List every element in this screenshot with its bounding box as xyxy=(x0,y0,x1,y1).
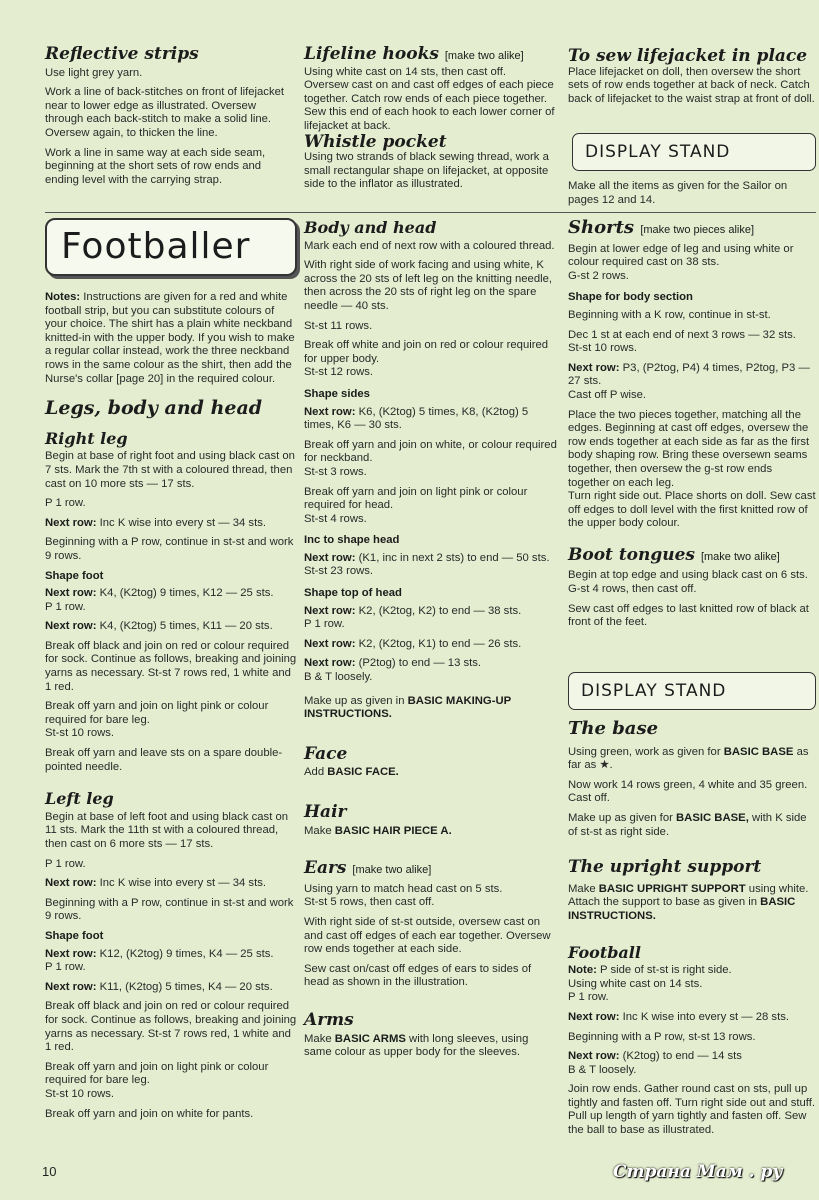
column-2 xyxy=(304,218,558,1066)
hair-text xyxy=(304,825,558,839)
face-bold: BASIC FACE. xyxy=(327,766,399,779)
left-leg-heading: Left leg xyxy=(45,789,114,809)
ears-title: Ears xyxy=(304,858,347,879)
bh-nr2 xyxy=(304,552,558,566)
sew-lifejacket-section xyxy=(568,46,816,112)
ears-p3: With right side of st-st outside, oversew cast on and cast off edges of each ear together. Oversew row ends together at each side. xyxy=(304,915,551,956)
ll-nr2-text: K12, (K2tog) 9 times, K4 — 25 sts. xyxy=(99,947,274,960)
shorts-nr1 xyxy=(568,362,816,389)
bh-p5a: Break off yarn and join on white, or colour required for neckband. xyxy=(304,438,557,465)
display-stand-label-bottom: DISPLAY STAND xyxy=(581,681,727,701)
footballer-title: Footballer xyxy=(61,226,251,267)
face-text xyxy=(304,766,558,780)
upright-pre: Make xyxy=(568,882,596,895)
shorts-p5: St-st 10 rows. xyxy=(568,342,638,355)
rl-p5: Break off black and join on red or colour required for sock. Continue as follows, breaking and joining yarns as necessary. St-st 7 rows red, 1 white and 1 red. xyxy=(45,639,297,693)
ll-nr3 xyxy=(45,981,297,995)
reflective-strips-heading: Reflective strips xyxy=(45,44,199,64)
bh-nr2-text: (K1, inc in next 2 sts) to end — 50 sts. xyxy=(358,551,550,564)
rl-p3: Beginning with a P row, continue in st-st and work 9 rows. xyxy=(45,536,294,562)
bh-nr3-label: Next row: xyxy=(304,604,356,617)
page-number: 10 xyxy=(42,1164,57,1179)
ll-p6b: St-st 10 rows. xyxy=(45,1087,115,1100)
ears-p2: St-st 5 rows, then cast off. xyxy=(304,896,435,909)
lifeline-title: Lifeline hooks xyxy=(304,44,439,64)
ll-nr1-text: Inc K wise into every st — 34 sts. xyxy=(99,877,267,890)
lifeline-p2: Oversew cast on and cast off edges of each piece together. Catch row ends of each piece together. Sew this end of each hook to each lower corner of lifejacket at back. xyxy=(304,79,555,132)
rl-shape-foot: Shape foot xyxy=(45,569,104,582)
hair-bold: BASIC HAIR PIECE A. xyxy=(334,824,452,837)
shorts-p1: Begin at lower edge of leg and using white or colour required cast on 38 sts. xyxy=(568,242,794,269)
lifeline-p1: Using white cast on 14 sts, then cast off. xyxy=(304,65,506,78)
rl-p4: P 1 row. xyxy=(45,600,86,613)
shorts-shape-body: Shape for body section xyxy=(568,291,693,304)
upright-bold2: BASIC INSTRUCTIONS. xyxy=(568,896,796,922)
bh-nr1 xyxy=(304,406,558,433)
ll-p3: Beginning with a P row, continue in st-st and work 9 rows. xyxy=(45,896,294,923)
shorts-nr1-text: P3, (P2tog, P4) 4 times, P2tog, P3 — 27 sts. xyxy=(568,361,810,388)
bh-p6b: St-st 4 rows. xyxy=(304,512,367,525)
reflective-strips-section xyxy=(45,44,297,193)
base-p1-post: as far as ★. xyxy=(568,745,809,772)
bh-p4a: Break off white and join on red or colour required for upper body. xyxy=(304,339,549,365)
bh-makeup-pre: Make up as given in xyxy=(304,694,405,707)
display-stand-label-top: DISPLAY STAND xyxy=(585,142,731,162)
shorts-p8: Turn right side out. Place shorts on doll. Sew cast off edges to doll level with the first knitted row of the upper body colour. xyxy=(568,490,816,530)
rl-p7: Break off yarn and leave sts on a spare double-pointed needle. xyxy=(45,747,283,773)
bh-p9: B & T loosely. xyxy=(304,671,373,684)
bh-nr1-label: Next row: xyxy=(304,405,356,418)
upright-text xyxy=(568,883,816,924)
whistle-pocket-heading: Whistle pocket xyxy=(304,131,447,152)
ears-p1: Using yarn to match head cast on 5 sts. xyxy=(304,882,503,895)
football-note xyxy=(568,964,816,978)
base-heading: The base xyxy=(568,718,659,739)
boot-title: Boot tongues xyxy=(568,544,696,565)
face-heading: Face xyxy=(304,743,348,764)
ll-nr1 xyxy=(45,877,297,891)
shorts-p7: Place the two pieces together, matching all the edges. Beginning at cast off edges, oversew the row ends together at each side as far as the first body shaping row. Bring these oversewn seams together, then oversew the g-st row ends together on each leg. xyxy=(568,408,810,489)
display-p: Make all the items as given for the Sailor on pages 12 and 14. xyxy=(568,180,788,206)
face-pre: Add xyxy=(304,766,325,779)
horizontal-divider xyxy=(45,212,816,213)
body-head-heading: Body and head xyxy=(304,218,437,237)
shorts-note: [make two pieces alike] xyxy=(640,224,755,236)
rl-p6b: St-st 10 rows. xyxy=(45,727,115,740)
football-note-label: Note: xyxy=(568,964,597,977)
football-nr2 xyxy=(568,1050,816,1064)
base-p3: Cast off. xyxy=(568,792,610,805)
football-p3: Beginning with a P row, st-st 13 rows. xyxy=(568,1030,756,1043)
rl-nr3 xyxy=(45,620,297,634)
bh-makeup xyxy=(304,695,558,722)
ll-p4: P 1 row. xyxy=(45,961,86,974)
rl-p6a: Break off yarn and join on light pink or colour required for bare leg. xyxy=(45,700,269,726)
reflective-p2: Work a line of back-stitches on front of lifejacket near to lower edge as illustrated. Oversew through each back-stitch to make a solid line. Oversew again, to thicken the line. xyxy=(45,86,285,139)
legs-body-head-heading: Legs, body and head xyxy=(45,397,263,420)
base-p4-bold: BASIC BASE, xyxy=(676,811,749,824)
hair-heading: Hair xyxy=(304,802,347,822)
boot-p1: Begin at top edge and using black cast on 6 sts. xyxy=(568,569,808,582)
upright-heading: The upright support xyxy=(568,857,762,878)
bh-nr2-label: Next row: xyxy=(304,551,356,564)
sew-p1: Place lifejacket on doll, then oversew the short sets of row ends together at back of neck. Catch back of lifejacket to the waist strap at front of doll. xyxy=(568,65,815,105)
football-p1: Using white cast on 14 sts. xyxy=(568,977,703,990)
hair-pre: Make xyxy=(304,824,332,837)
bh-p5b: St-st 3 rows. xyxy=(304,465,367,478)
reflective-p1: Use light grey yarn. xyxy=(45,66,143,79)
bh-p7: St-st 23 rows. xyxy=(304,565,374,578)
rl-nr2-text: K4, (K2tog) 9 times, K12 — 25 sts. xyxy=(99,587,274,600)
football-p5: Join row ends. Gather round cast on sts, pull up tightly and fasten off. Turn right side out and stuff. Pull up length of yarn tightly and fasten off. Sew the ball to base as illustrated. xyxy=(568,1083,816,1137)
shorts-title: Shorts xyxy=(568,217,635,238)
lifeline-hooks-heading xyxy=(304,44,558,64)
bh-nr3-text: K2, (K2tog, K2) to end — 38 sts. xyxy=(358,604,522,617)
shorts-nr1-label: Next row: xyxy=(568,361,620,374)
ll-p7: Break off yarn and join on white for pants. xyxy=(45,1107,254,1120)
bh-p3: St-st 11 rows. xyxy=(304,319,373,332)
bh-nr5-text: (P2tog) to end — 13 sts. xyxy=(358,657,482,670)
boot-note: [make two alike] xyxy=(700,550,780,563)
bh-p1: Mark each end of next row with a coloured thread. xyxy=(304,239,555,252)
shorts-heading xyxy=(568,217,816,238)
arms-heading: Arms xyxy=(304,1009,354,1030)
footballer-notes xyxy=(45,291,297,386)
rl-p1: Begin at base of right foot and using black cast on 7 sts. Mark the 7th st with a coloured thread, then cast on 10 more sts — 17 sts. xyxy=(45,450,295,490)
upright-bold1: BASIC UPRIGHT SUPPORT xyxy=(598,882,746,895)
football-nr1 xyxy=(568,1011,816,1025)
bh-makeup-bold: BASIC MAKING-UP INSTRUCTIONS. xyxy=(304,694,511,721)
bh-nr4-label: Next row: xyxy=(304,637,356,650)
ll-nr1-label: Next row: xyxy=(45,877,97,890)
rl-nr1 xyxy=(45,517,297,531)
football-note-text: P side of st-st is right side. xyxy=(600,964,732,977)
bh-nr4-text: K2, (K2tog, K1) to end — 26 sts. xyxy=(358,637,522,650)
shorts-p4: Dec 1 st at each end of next 3 rows — 32 sts. xyxy=(568,328,796,341)
upright-mid: using white. Attach the support to base as given in xyxy=(568,882,809,909)
rl-nr1-label: Next row: xyxy=(45,516,97,529)
football-nr1-label: Next row: xyxy=(568,1010,620,1023)
column-3-lower xyxy=(568,718,816,1144)
football-p2: P 1 row. xyxy=(568,991,609,1004)
arms-post: with long sleeves, using same colour as upper body for the sleeves. xyxy=(304,1032,529,1059)
base-p4-post: with K side of st-st as right side. xyxy=(568,811,807,838)
shorts-p6: Cast off P wise. xyxy=(568,388,647,401)
ears-p4: Sew cast on/cast off edges of ears to sides of head as shown in the illustration. xyxy=(304,962,532,989)
display-stand-text-top xyxy=(568,180,816,213)
base-p4 xyxy=(568,812,816,839)
column-3 xyxy=(568,217,816,636)
base-p4-pre: Make up as given for xyxy=(568,811,673,824)
football-heading: Football xyxy=(568,942,641,962)
ll-p2: P 1 row. xyxy=(45,857,86,870)
ears-heading xyxy=(304,858,558,879)
ll-p5: Break off black and join on red or colour required for sock. Continue as follows, breaking and joining yarns as necessary. St-st 7 rows red, 1 white and 1 red. xyxy=(45,1000,297,1054)
arms-pre: Make xyxy=(304,1032,332,1045)
football-nr2-text: (K2tog) to end — 14 sts xyxy=(622,1050,742,1063)
rl-nr2-label: Next row: xyxy=(45,587,97,600)
bh-shape-sides: Shape sides xyxy=(304,387,370,400)
shorts-p2: G-st 2 rows. xyxy=(568,269,629,282)
ll-nr3-text: K11, (K2tog) 5 times, K4 — 20 sts. xyxy=(99,980,273,993)
ears-note: [make two alike] xyxy=(352,864,432,877)
watermark-logo: Страна Мам . ру xyxy=(613,1162,783,1182)
football-nr2-label: Next row: xyxy=(568,1050,620,1063)
boot-tongues-heading xyxy=(568,544,816,565)
football-nr1-text: Inc K wise into every st — 28 sts. xyxy=(622,1010,790,1023)
rl-nr3-label: Next row: xyxy=(45,620,97,633)
base-p2: Now work 14 rows green, 4 white and 35 green. xyxy=(568,778,808,791)
ll-nr2-label: Next row: xyxy=(45,947,97,960)
rl-nr1-text: Inc K wise into every st — 34 sts. xyxy=(99,516,267,529)
bh-shape-top: Shape top of head xyxy=(304,587,402,600)
bh-p8: P 1 row. xyxy=(304,618,345,631)
right-leg-heading: Right leg xyxy=(45,428,128,448)
ll-shape-foot: Shape foot xyxy=(45,929,104,942)
ll-nr2 xyxy=(45,948,297,962)
reflective-p3: Work a line in same way at each side seam, beginning at the short sets of row ends and ending level with the carrying strap. xyxy=(45,146,266,186)
lifeline-hooks-section xyxy=(304,44,558,198)
display-stand-box-top xyxy=(572,133,816,171)
display-stand-box-bottom xyxy=(568,672,816,710)
footballer-title-box xyxy=(45,218,297,276)
bh-nr5 xyxy=(304,657,558,671)
arms-text xyxy=(304,1033,558,1060)
bh-p4b: St-st 12 rows. xyxy=(304,366,374,379)
notes-label: Notes: xyxy=(45,291,81,303)
bh-inc-head: Inc to shape head xyxy=(304,534,400,547)
arms-bold: BASIC ARMS xyxy=(334,1032,406,1045)
sew-lifejacket-heading: To sew lifejacket in place xyxy=(568,46,808,66)
base-p1 xyxy=(568,746,816,773)
shorts-p3: Beginning with a K row, continue in st-st. xyxy=(568,308,771,321)
base-p1-pre: Using green, work as given for xyxy=(568,745,721,758)
notes-text: Instructions are given for a red and white football strip, but you can substitute colours of your choice. The shirt has a plain white neckband knitted-in with the upper body. If you wish to make a regular collar instead, work the three neckband rows in the same colour as the shirt, then add the Nurse's collar [page 20] in the required colour. xyxy=(45,291,295,385)
ll-p6a: Break off yarn and join on light pink or colour required for bare leg. xyxy=(45,1060,269,1087)
bh-nr3 xyxy=(304,605,558,619)
base-p1-bold: BASIC BASE xyxy=(723,745,794,758)
rl-nr3-text: K4, (K2tog) 5 times, K11 — 20 sts. xyxy=(99,620,273,633)
whistle-p1: Using two strands of black sewing thread, work a small rectangular shape on lifejacket, at opposite side to the inflator as illustrated. xyxy=(304,151,549,191)
ll-p1: Begin at base of left foot and using black cast on 11 sts. Mark the 11th st with a coloured thread, then cast on 6 more sts — 17 sts. xyxy=(45,810,289,850)
boot-p2: G-st 4 rows, then cast off. xyxy=(568,583,697,596)
ll-nr3-label: Next row: xyxy=(45,980,97,993)
bh-nr5-label: Next row: xyxy=(304,657,356,670)
rl-nr2 xyxy=(45,587,297,601)
column-1 xyxy=(45,291,297,1127)
bh-p2: With right side of work facing and using white, K across the 20 sts of left leg on the knitting needle, then across the 20 sts of right leg on the spare needle — 40 sts. xyxy=(304,259,553,312)
bh-nr4 xyxy=(304,638,558,652)
lifeline-note: [make two alike] xyxy=(444,50,524,62)
boot-p3: Sew cast off edges to last knitted row of black at front of the feet. xyxy=(568,602,809,629)
football-p4: B & T loosely. xyxy=(568,1063,637,1076)
bh-nr1-text: K6, (K2tog) 5 times, K8, (K2tog) 5 times, K6 — 30 sts. xyxy=(304,405,529,432)
rl-p2: P 1 row. xyxy=(45,497,86,510)
bh-p6a: Break off yarn and join on light pink or colour required for head. xyxy=(304,485,528,512)
